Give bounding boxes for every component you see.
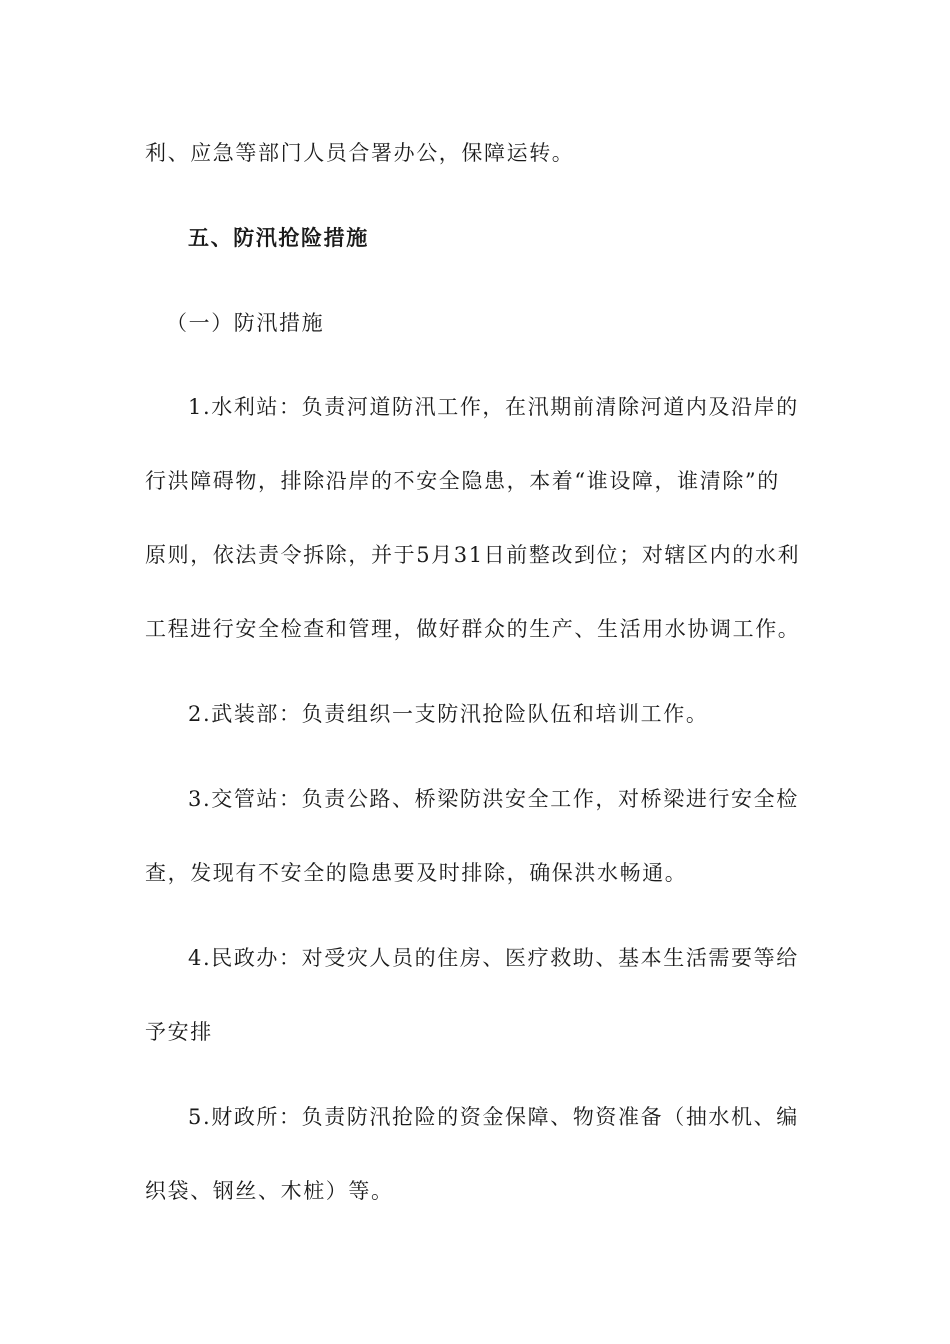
paragraph-line: 织袋、钢丝、木桩）等。 [145,1179,394,1203]
paragraph-line: 3.交管站：负责公路、桥梁防洪安全工作，对桥梁进行安全检 [188,787,799,811]
paragraph-line: 2.武装部：负责组织一支防汛抢险队伍和培训工作。 [188,702,709,726]
paragraph-line: 工程进行安全检查和管理，做好群众的生产、生活用水协调工作。 [145,617,801,641]
subsection-heading: （一）防汛措施 [166,311,325,335]
paragraph-line: 查，发现有不安全的隐患要及时排除，确保洪水畅通。 [145,861,688,885]
section-heading: 五、防汛抢险措施 [188,225,369,250]
paragraph-line: 利、应急等部门人员合署办公，保障运转。 [145,141,575,165]
paragraph-line: 5.财政所：负责防汛抢险的资金保障、物资准备（抽水机、编 [188,1105,799,1129]
paragraph-line: 行洪障碍物，排除沿岸的不安全隐患，本着“谁设障，谁清除”的 [145,469,780,493]
paragraph-line: 予安排 [145,1020,213,1044]
paragraph-line: 4.民政办：对受灾人员的住房、医疗救助、基本生活需要等给 [188,946,799,970]
paragraph-line: 原则，依法责令拆除，并于5月31日前整改到位；对辖区内的水利 [145,543,801,567]
paragraph-line: 1.水利站：负责河道防汛工作，在汛期前清除河道内及沿岸的 [188,395,799,419]
